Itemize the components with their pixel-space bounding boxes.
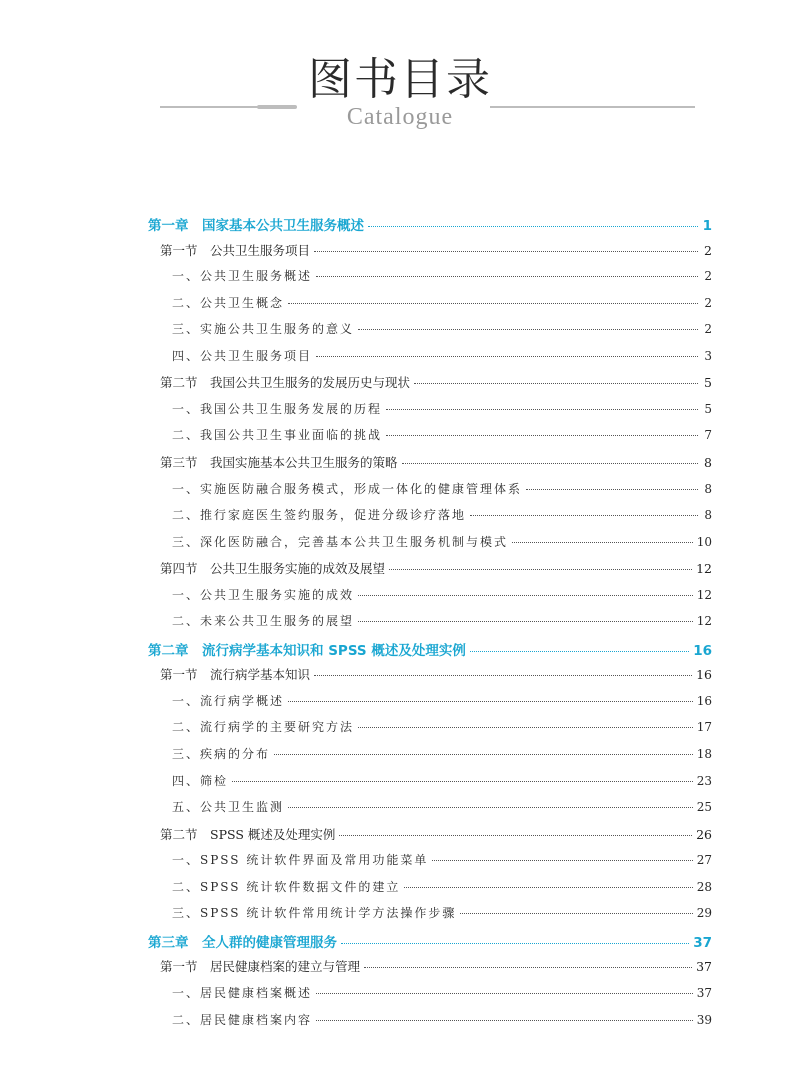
toc-item-row[interactable] <box>172 426 712 443</box>
toc-entry-title: 一、SPSS 统计软件界面及常用功能菜单 <box>172 853 429 868</box>
toc-page-number: 7 <box>704 428 712 443</box>
toc-page-number: 37 <box>696 959 712 975</box>
toc-page-number: 17 <box>696 720 712 735</box>
toc-item-row[interactable] <box>172 506 712 523</box>
catalogue-header <box>0 0 800 150</box>
dot-leader <box>341 943 689 944</box>
dot-leader <box>368 226 698 227</box>
dot-leader <box>358 329 698 330</box>
toc-page-number: 28 <box>696 879 712 894</box>
toc-item-row[interactable] <box>172 984 712 1001</box>
dot-leader <box>274 754 693 755</box>
toc-entry-title: 三、疾病的分布 <box>172 747 271 761</box>
toc-page-number: 8 <box>704 481 712 496</box>
toc-item-row[interactable] <box>172 878 712 895</box>
toc-page-number: 12 <box>696 561 712 577</box>
toc-entry-title: 四、公共卫生服务项目 <box>172 348 313 363</box>
toc-entry-title: 第一节 流行病学基本知识 <box>160 667 311 683</box>
toc-entry-title: 一、实施医防融合服务模式，形成一体化的健康管理体系 <box>172 481 523 496</box>
toc-chapter-row[interactable] <box>148 639 712 659</box>
toc-chapter-row[interactable] <box>148 214 712 234</box>
dot-leader <box>432 860 692 861</box>
toc-page-number: 1 <box>702 218 712 234</box>
toc-item-row[interactable] <box>172 533 712 550</box>
toc-entry-title: 三、SPSS 统计软件常用统计学方法操作步骤 <box>172 906 457 921</box>
page-title: 图书目录 <box>308 54 492 105</box>
dot-leader <box>414 383 698 384</box>
toc-entry-title: 二、公共卫生概念 <box>172 295 285 310</box>
dot-leader <box>316 276 698 277</box>
toc-page-number: 27 <box>696 853 712 868</box>
dot-leader <box>316 356 698 357</box>
toc-item-row[interactable] <box>172 347 712 364</box>
toc-page-number: 2 <box>704 242 712 258</box>
toc-chapter-row[interactable] <box>148 931 712 951</box>
toc-item-row[interactable] <box>172 718 712 735</box>
toc-page-number: 3 <box>704 348 712 363</box>
page-subtitle: Catalogue <box>346 104 454 130</box>
toc-entry-title: 一、公共卫生服务概述 <box>172 269 313 284</box>
toc-entry-title: 一、居民健康档案概述 <box>172 985 313 1000</box>
toc-entry-title: 一、我国公共卫生服务发展的历程 <box>172 401 383 416</box>
dot-leader <box>402 463 698 464</box>
dot-leader <box>316 993 693 994</box>
toc-item-row[interactable] <box>172 798 712 815</box>
dot-leader <box>316 1020 693 1021</box>
toc-entry-title: 第二章 流行病学基本知识和 SPSS 概述及处理实例 <box>148 642 466 659</box>
toc-item-row[interactable] <box>172 745 712 762</box>
dot-leader <box>470 515 698 516</box>
dot-leader <box>339 835 692 836</box>
toc-entry-title: 一、流行病学概述 <box>172 693 285 708</box>
toc-page-number: 5 <box>704 401 712 416</box>
toc-page-number: 16 <box>696 693 712 708</box>
toc-entry-title: 第二节 我国公共卫生服务的发展历史与现状 <box>160 375 411 391</box>
toc-item-row[interactable] <box>172 320 712 337</box>
toc-section-row[interactable] <box>160 559 712 577</box>
toc-page-number: 10 <box>696 534 712 549</box>
toc-item-row[interactable] <box>172 480 712 497</box>
toc-page-number: 8 <box>704 454 712 470</box>
toc-item-row[interactable] <box>172 851 712 868</box>
dot-leader <box>288 807 693 808</box>
toc-page-number: 2 <box>704 269 712 284</box>
toc-page-number: 12 <box>696 587 712 602</box>
dot-leader <box>314 675 692 676</box>
toc-page-number: 23 <box>696 773 712 788</box>
toc-item-row[interactable] <box>172 267 712 284</box>
dot-leader <box>358 727 693 728</box>
dot-leader <box>232 781 693 782</box>
dot-leader <box>288 303 698 304</box>
toc-entry-title: 第三章 全人群的健康管理服务 <box>148 934 337 951</box>
dot-leader <box>526 489 698 490</box>
toc-page-number: 2 <box>704 295 712 310</box>
toc-item-row[interactable] <box>172 772 712 789</box>
toc-entry-title: 二、我国公共卫生事业面临的挑战 <box>172 428 383 443</box>
toc-item-row[interactable] <box>172 294 712 311</box>
toc-page-number: 18 <box>696 747 712 761</box>
toc-item-row[interactable] <box>172 612 712 629</box>
dot-leader <box>470 651 689 652</box>
toc-entry-title: 第一节 居民健康档案的建立与管理 <box>160 959 361 975</box>
toc-page-number: 29 <box>696 906 712 921</box>
dot-leader <box>386 435 698 436</box>
toc-section-row[interactable] <box>160 665 712 683</box>
toc-entry-title: 五、公共卫生监测 <box>172 800 285 815</box>
toc-entry-title: 二、SPSS 统计软件数据文件的建立 <box>172 879 401 894</box>
toc-page-number: 8 <box>704 508 712 523</box>
toc-item-row[interactable] <box>172 586 712 603</box>
toc-section-row[interactable] <box>160 453 712 471</box>
dot-leader <box>386 409 698 410</box>
dot-leader <box>358 595 693 596</box>
toc-entry-title: 二、居民健康档案内容 <box>172 1012 313 1027</box>
toc-entry-title: 第一节 公共卫生服务项目 <box>160 242 311 258</box>
toc-entry-title: 二、推行家庭医生签约服务，促进分级诊疗落地 <box>172 508 467 523</box>
toc-page-number: 37 <box>693 934 712 951</box>
toc-entry-title: 第四节 公共卫生服务实施的成效及展望 <box>160 561 386 577</box>
toc-section-row[interactable] <box>160 241 712 259</box>
toc-page-number: 12 <box>696 614 712 629</box>
toc-item-row[interactable] <box>172 692 712 709</box>
toc-section-row[interactable] <box>160 373 712 391</box>
toc-page-number: 39 <box>696 1012 712 1027</box>
toc-page-number: 16 <box>696 667 712 683</box>
dot-leader <box>512 542 693 543</box>
toc-entry-title: 二、流行病学的主要研究方法 <box>172 720 355 735</box>
toc-page-number: 25 <box>696 800 712 815</box>
toc-page-number: 37 <box>696 985 712 1000</box>
toc-entry-title: 二、未来公共卫生服务的展望 <box>172 614 355 629</box>
toc-entry-title: 一、公共卫生服务实施的成效 <box>172 587 355 602</box>
toc-section-row[interactable] <box>160 957 712 975</box>
dot-leader <box>364 967 692 968</box>
toc-item-row[interactable] <box>172 400 712 417</box>
toc-entry-title: 第一章 国家基本公共卫生服务概述 <box>148 218 364 234</box>
dot-leader <box>404 887 692 888</box>
toc-page-number: 5 <box>704 375 712 391</box>
toc-entry-title: 第二节 SPSS 概述及处理实例 <box>160 826 336 842</box>
toc-section-row[interactable] <box>160 825 712 843</box>
toc-page-number: 26 <box>696 826 712 842</box>
toc-entry-title: 第三节 我国实施基本公共卫生服务的策略 <box>160 454 398 470</box>
dot-leader <box>358 621 693 622</box>
toc-page-number: 16 <box>693 642 712 659</box>
dot-leader <box>460 913 692 914</box>
toc-item-row[interactable] <box>172 1011 712 1028</box>
toc-entry-title: 三、实施公共卫生服务的意义 <box>172 322 355 337</box>
toc-entry-title: 三、深化医防融合，完善基本公共卫生服务机制与模式 <box>172 534 509 549</box>
dot-leader <box>314 251 698 252</box>
toc-item-row[interactable] <box>172 904 712 921</box>
toc-entry-title: 四、筛检 <box>172 773 229 788</box>
toc-page-number: 2 <box>704 322 712 337</box>
dot-leader <box>288 701 693 702</box>
dot-leader <box>389 569 692 570</box>
